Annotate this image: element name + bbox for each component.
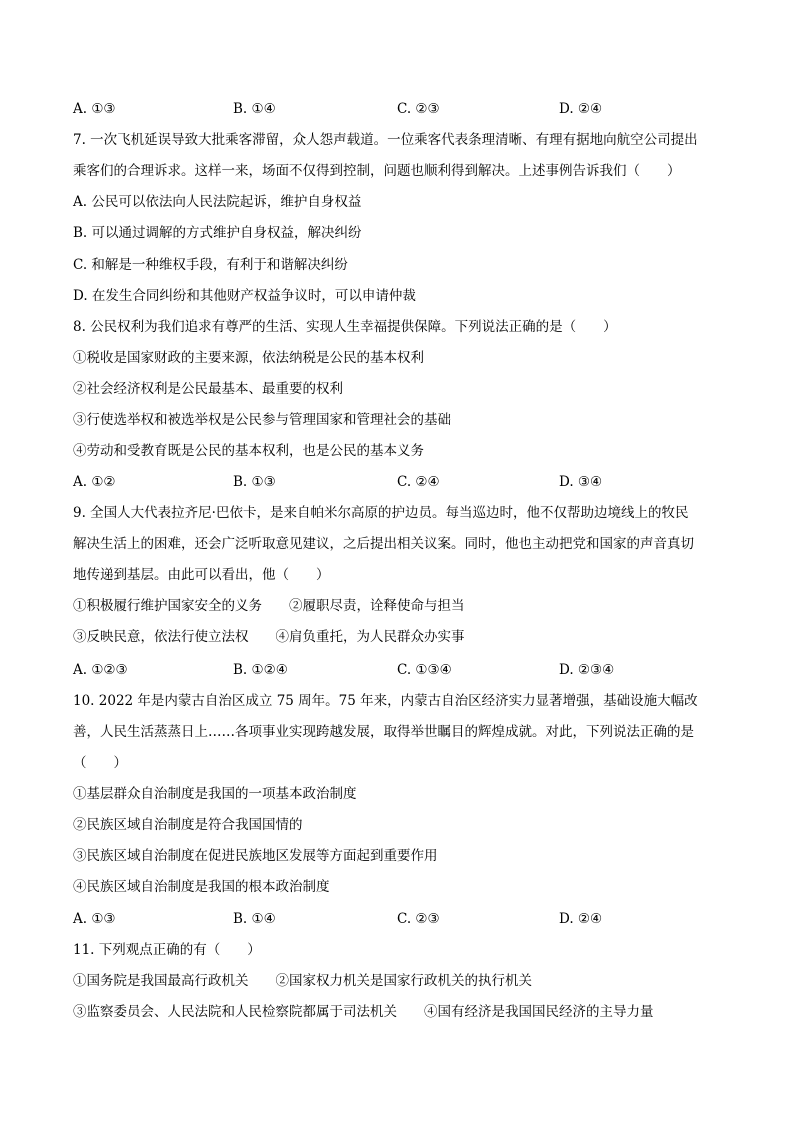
q7-choice-d: D. 在发生合同纠纷和其他财产权益争议时，可以申请仲裁 [73, 288, 416, 304]
q10-item-3: ③民族区域自治制度在促进民族地区发展等方面起到重要作用 [73, 848, 438, 864]
q7-choice-b: B. 可以通过调解的方式维护自身权益，解决纠纷 [73, 225, 362, 241]
q9-stem-line-1: 9. 全国人大代表拉齐尼·巴依卡，是来自帕米尔高原的护边员。每当巡边时，他不仅帮助边境线上的牧民 [73, 505, 689, 521]
q9-stem-line-2: 解决生活上的困难，还会广泛听取意见建议，之后提出相关议案。同时，他也主动把党和国家的声音真切 [73, 536, 694, 552]
q9-option-c: C. ①③④ [397, 662, 452, 678]
q10-option-d: D. ②④ [559, 911, 603, 927]
q8-option-b: B. ①③ [233, 474, 276, 490]
q6-option-b: B. ①④ [233, 101, 276, 117]
q8-option-d: D. ③④ [559, 474, 603, 490]
q6-option-d: D. ②④ [559, 101, 603, 117]
q9-option-b: B. ①②④ [233, 662, 288, 678]
q10-option-b: B. ①④ [233, 911, 276, 927]
q9-items-line-2: ③反映民意，依法行使立法权 ④肩负重托，为人民群众办实事 [73, 629, 465, 645]
q7-choice-c: C. 和解是一种维权手段，有利于和谐解决纠纷 [73, 257, 348, 273]
q8-options [73, 473, 733, 491]
q10-stem-line-2: 善，人民生活蒸蒸日上……各项事业实现跨越发展，取得举世瞩目的辉煌成就。对此，下列说法正确的是 [73, 724, 694, 740]
q9-stem-line-3: 地传递到基层。由此可以看出，他（ ） [73, 567, 330, 583]
q9-items-line-1: ①积极履行维护国家安全的义务 ②履职尽责，诠释使命与担当 [73, 598, 465, 614]
q11-items-line-1: ①国务院是我国最高行政机关 ②国家权力机关是国家行政机关的执行机关 [73, 973, 532, 989]
q8-option-c: C. ②④ [397, 474, 440, 490]
q6-option-c: C. ②③ [397, 101, 440, 117]
q10-stem-line-3: （ ） [73, 755, 127, 771]
q8-item-1: ①税收是国家财政的主要来源，依法纳税是公民的基本权利 [73, 350, 424, 366]
q11-stem: 11. 下列观点正确的有（ ） [73, 942, 261, 958]
q7-stem-line-1: 7. 一次飞机延误导致大批乘客滞留，众人怨声载道。一位乘客代表条理清晰、有理有据地向航空公司提出 [73, 132, 698, 148]
q8-item-4: ④劳动和受教育既是公民的基本权利，也是公民的基本义务 [73, 443, 424, 459]
q7-choice-a: A. 公民可以依法向人民法院起诉，维护自身权益 [73, 194, 362, 210]
q10-option-a: A. ①③ [73, 911, 116, 927]
q10-item-2: ②民族区域自治制度是符合我国国情的 [73, 817, 303, 833]
q11-items-line-2: ③监察委员会、人民法院和人民检察院都属于司法机关 ④国有经济是我国国民经济的主导力量 [73, 1004, 654, 1020]
q8-stem: 8. 公民权利为我们追求有尊严的生活、实现人生幸福提供保障。下列说法正确的是（ ） [73, 319, 617, 335]
q10-item-4: ④民族区域自治制度是我国的根本政治制度 [73, 879, 330, 895]
q8-item-3: ③行使选举权和被选举权是公民参与管理国家和管理社会的基础 [73, 412, 451, 428]
q7-stem-line-2: 乘客们的合理诉求。这样一来，场面不仅得到控制，问题也顺利得到解决。上述事例告诉我们（ ） [73, 163, 681, 179]
q6-option-a: A. ①③ [73, 101, 116, 117]
q10-stem-line-1: 10. 2022 年是内蒙古自治区成立 75 周年。75 年来，内蒙古自治区经济实力显著增强，基础设施大幅改 [73, 693, 698, 709]
q10-options [73, 910, 733, 928]
q10-item-1: ①基层群众自治制度是我国的一项基本政治制度 [73, 786, 357, 802]
q9-option-a: A. ①②③ [73, 662, 128, 678]
q9-options [73, 661, 733, 679]
q8-item-2: ②社会经济权利是公民最基本、最重要的权利 [73, 381, 343, 397]
q9-option-d: D. ②③④ [559, 662, 615, 678]
q10-option-c: C. ②③ [397, 911, 440, 927]
q8-option-a: A. ①② [73, 474, 116, 490]
q6-options [73, 100, 733, 118]
